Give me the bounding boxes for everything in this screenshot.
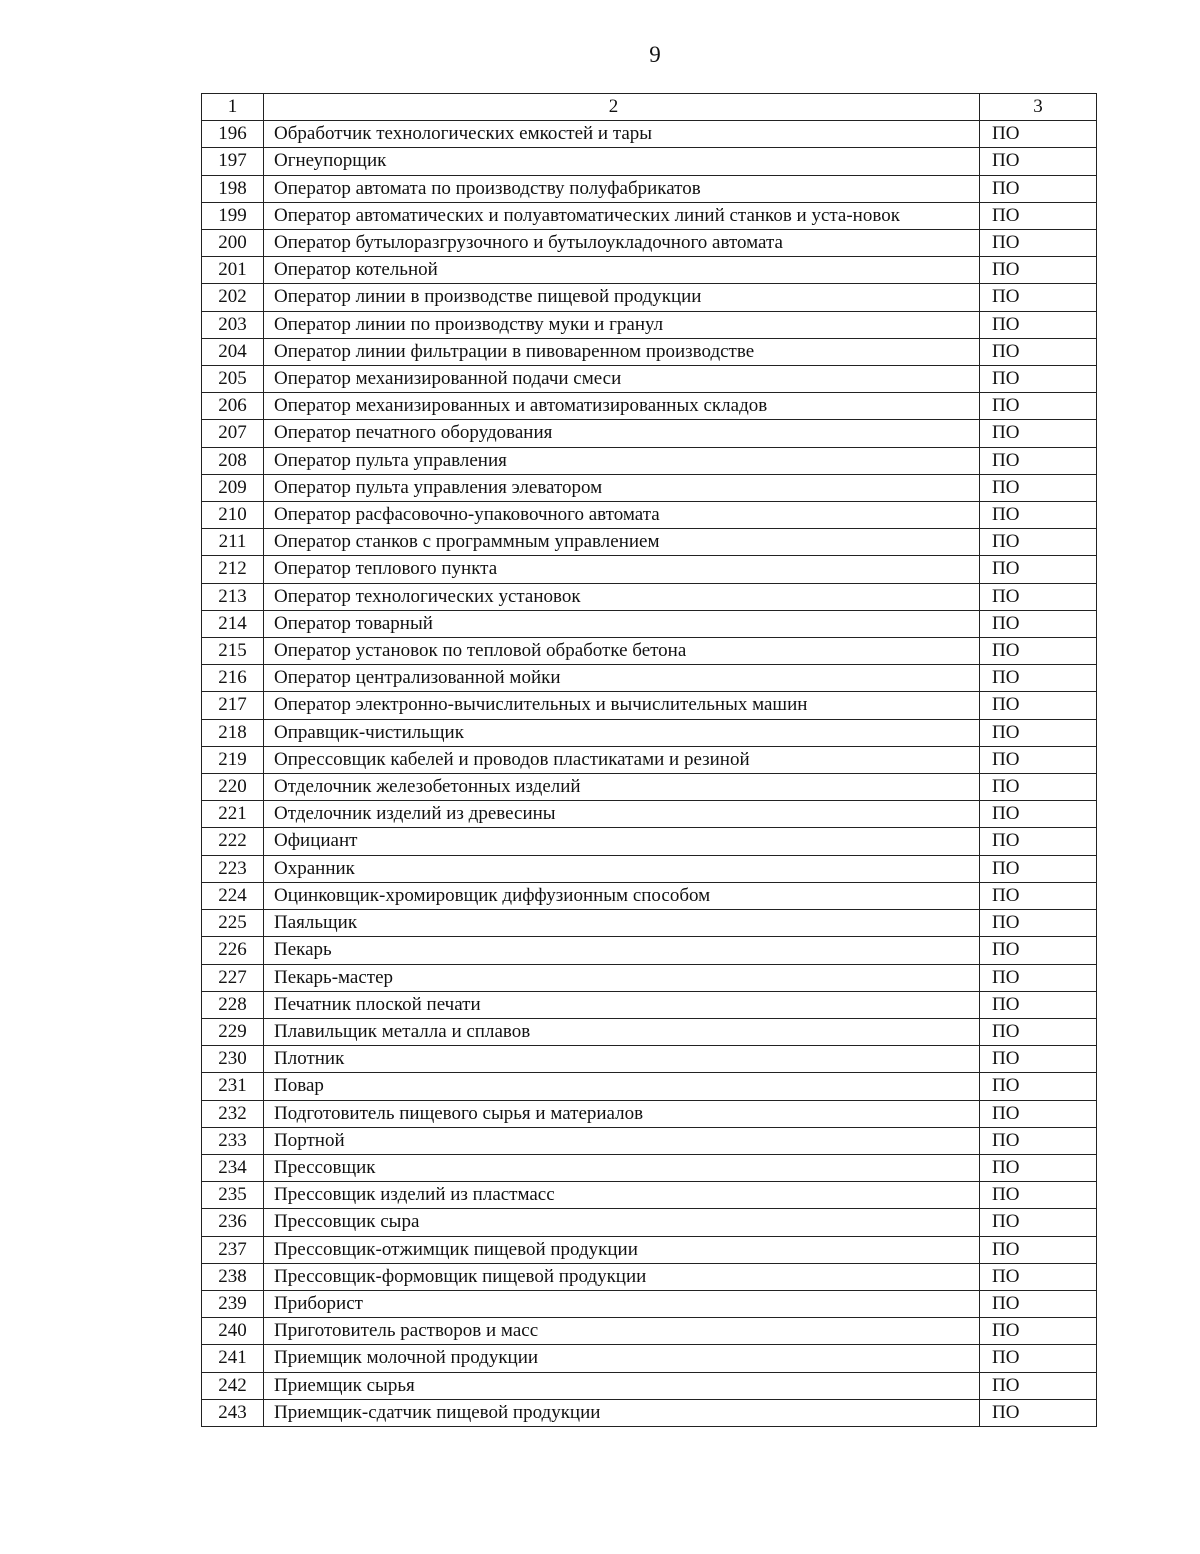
table-row	[202, 1073, 1097, 1100]
education-code: ПО	[980, 1127, 1097, 1154]
row-number: 239	[202, 1290, 264, 1317]
row-number: 215	[202, 638, 264, 665]
table-row	[202, 1154, 1097, 1181]
profession-name: Подготовитель пищевого сырья и материалов	[264, 1100, 980, 1127]
table-row	[202, 746, 1097, 773]
profession-name: Оператор механизированных и автоматизированных складов	[264, 393, 980, 420]
row-number: 232	[202, 1100, 264, 1127]
profession-name: Приборист	[264, 1290, 980, 1317]
profession-name: Портной	[264, 1127, 980, 1154]
table-row	[202, 1182, 1097, 1209]
table-row	[202, 1318, 1097, 1345]
table-row	[202, 1372, 1097, 1399]
table-row	[202, 502, 1097, 529]
profession-name: Приготовитель растворов и масс	[264, 1318, 980, 1345]
profession-name: Прессовщик-отжимщик пищевой продукции	[264, 1236, 980, 1263]
table-row	[202, 1100, 1097, 1127]
row-number: 214	[202, 610, 264, 637]
education-code: ПО	[980, 474, 1097, 501]
row-number: 226	[202, 937, 264, 964]
row-number: 223	[202, 855, 264, 882]
education-code: ПО	[980, 366, 1097, 393]
table-row	[202, 1209, 1097, 1236]
table-row	[202, 284, 1097, 311]
education-code: ПО	[980, 393, 1097, 420]
profession-name: Оператор линии в производстве пищевой продукции	[264, 284, 980, 311]
row-number: 204	[202, 338, 264, 365]
education-code: ПО	[980, 148, 1097, 175]
education-code: ПО	[980, 420, 1097, 447]
header-col-number: 1	[202, 94, 264, 121]
profession-name: Оператор механизированной подачи смеси	[264, 366, 980, 393]
profession-name: Приемщик-сдатчик пищевой продукции	[264, 1399, 980, 1426]
education-code: ПО	[980, 230, 1097, 257]
education-code: ПО	[980, 447, 1097, 474]
table-row	[202, 1399, 1097, 1426]
table-row	[202, 148, 1097, 175]
row-number: 235	[202, 1182, 264, 1209]
profession-name: Официант	[264, 828, 980, 855]
profession-name: Пекарь-мастер	[264, 964, 980, 991]
row-number: 241	[202, 1345, 264, 1372]
profession-name: Оператор теплового пункта	[264, 556, 980, 583]
profession-name: Плавильщик металла и сплавов	[264, 1018, 980, 1045]
education-code: ПО	[980, 801, 1097, 828]
table-row	[202, 1018, 1097, 1045]
table-row	[202, 202, 1097, 229]
row-number: 231	[202, 1073, 264, 1100]
education-code: ПО	[980, 665, 1097, 692]
table-row	[202, 774, 1097, 801]
table-row	[202, 610, 1097, 637]
education-code: ПО	[980, 1046, 1097, 1073]
table-row	[202, 719, 1097, 746]
table-row	[202, 311, 1097, 338]
education-code: ПО	[980, 1345, 1097, 1372]
table-row	[202, 1046, 1097, 1073]
row-number: 238	[202, 1263, 264, 1290]
row-number: 233	[202, 1127, 264, 1154]
table-row	[202, 556, 1097, 583]
profession-name: Оператор технологических установок	[264, 583, 980, 610]
education-code: ПО	[980, 1182, 1097, 1209]
table-row	[202, 393, 1097, 420]
row-number: 203	[202, 311, 264, 338]
profession-name: Прессовщик-формовщик пищевой продукции	[264, 1263, 980, 1290]
profession-name: Оператор электронно-вычислительных и вычислительных машин	[264, 692, 980, 719]
education-code: ПО	[980, 937, 1097, 964]
profession-name: Оператор котельной	[264, 257, 980, 284]
profession-name: Охранник	[264, 855, 980, 882]
table-row	[202, 937, 1097, 964]
table-row	[202, 1263, 1097, 1290]
row-number: 234	[202, 1154, 264, 1181]
table-row	[202, 529, 1097, 556]
row-number: 208	[202, 447, 264, 474]
table-header-row	[202, 94, 1097, 121]
row-number: 198	[202, 175, 264, 202]
table-row	[202, 121, 1097, 148]
profession-name: Оператор станков с программным управлением	[264, 529, 980, 556]
table-row	[202, 175, 1097, 202]
row-number: 221	[202, 801, 264, 828]
row-number: 209	[202, 474, 264, 501]
education-code: ПО	[980, 1018, 1097, 1045]
education-code: ПО	[980, 338, 1097, 365]
education-code: ПО	[980, 502, 1097, 529]
table-row	[202, 230, 1097, 257]
education-code: ПО	[980, 1100, 1097, 1127]
profession-name: Оператор пульта управления	[264, 447, 980, 474]
row-number: 219	[202, 746, 264, 773]
table-row	[202, 665, 1097, 692]
row-number: 200	[202, 230, 264, 257]
education-code: ПО	[980, 257, 1097, 284]
education-code: ПО	[980, 719, 1097, 746]
education-code: ПО	[980, 855, 1097, 882]
profession-name: Оператор товарный	[264, 610, 980, 637]
education-code: ПО	[980, 1073, 1097, 1100]
profession-name: Паяльщик	[264, 910, 980, 937]
row-number: 243	[202, 1399, 264, 1426]
education-code: ПО	[980, 1318, 1097, 1345]
profession-name: Приемщик сырья	[264, 1372, 980, 1399]
profession-name: Плотник	[264, 1046, 980, 1073]
table-row	[202, 638, 1097, 665]
row-number: 199	[202, 202, 264, 229]
table-row	[202, 882, 1097, 909]
row-number: 225	[202, 910, 264, 937]
row-number: 229	[202, 1018, 264, 1045]
row-number: 220	[202, 774, 264, 801]
profession-name: Оправщик-чистильщик	[264, 719, 980, 746]
education-code: ПО	[980, 1154, 1097, 1181]
profession-name: Прессовщик изделий из пластмасс	[264, 1182, 980, 1209]
table-row	[202, 366, 1097, 393]
row-number: 230	[202, 1046, 264, 1073]
profession-name: Прессовщик	[264, 1154, 980, 1181]
row-number: 207	[202, 420, 264, 447]
profession-name: Огнеупорщик	[264, 148, 980, 175]
table-row	[202, 910, 1097, 937]
profession-name: Оператор печатного оборудования	[264, 420, 980, 447]
table-row	[202, 991, 1097, 1018]
row-number: 213	[202, 583, 264, 610]
profession-name: Приемщик молочной продукции	[264, 1345, 980, 1372]
profession-name: Отделочник изделий из древесины	[264, 801, 980, 828]
row-number: 212	[202, 556, 264, 583]
row-number: 197	[202, 148, 264, 175]
row-number: 227	[202, 964, 264, 991]
row-number: 242	[202, 1372, 264, 1399]
table-row	[202, 583, 1097, 610]
professions-table	[201, 93, 1097, 1427]
row-number: 236	[202, 1209, 264, 1236]
education-code: ПО	[980, 692, 1097, 719]
row-number: 218	[202, 719, 264, 746]
education-code: ПО	[980, 175, 1097, 202]
education-code: ПО	[980, 882, 1097, 909]
profession-name: Оператор бутылоразгрузочного и бутылоукладочного автомата	[264, 230, 980, 257]
profession-name: Опрессовщик кабелей и проводов пластикатами и резиной	[264, 746, 980, 773]
education-code: ПО	[980, 1372, 1097, 1399]
page-number: 9	[649, 42, 661, 67]
education-code: ПО	[980, 1236, 1097, 1263]
education-code: ПО	[980, 311, 1097, 338]
row-number: 210	[202, 502, 264, 529]
education-code: ПО	[980, 529, 1097, 556]
profession-name: Пекарь	[264, 937, 980, 964]
profession-name: Оператор установок по тепловой обработке бетона	[264, 638, 980, 665]
table-row	[202, 1345, 1097, 1372]
table-row	[202, 257, 1097, 284]
table-row	[202, 692, 1097, 719]
table-row	[202, 801, 1097, 828]
education-code: ПО	[980, 964, 1097, 991]
profession-name: Прессовщик сыра	[264, 1209, 980, 1236]
table-row	[202, 1290, 1097, 1317]
profession-name: Обработчик технологических емкостей и тары	[264, 121, 980, 148]
table-row	[202, 1127, 1097, 1154]
education-code: ПО	[980, 556, 1097, 583]
profession-name: Оператор расфасовочно-упаковочного автомата	[264, 502, 980, 529]
profession-name: Оператор линии фильтрации в пивоваренном производстве	[264, 338, 980, 365]
education-code: ПО	[980, 991, 1097, 1018]
education-code: ПО	[980, 610, 1097, 637]
table-row	[202, 338, 1097, 365]
row-number: 240	[202, 1318, 264, 1345]
education-code: ПО	[980, 121, 1097, 148]
table-row	[202, 1236, 1097, 1263]
education-code: ПО	[980, 774, 1097, 801]
education-code: ПО	[980, 1209, 1097, 1236]
row-number: 217	[202, 692, 264, 719]
row-number: 196	[202, 121, 264, 148]
profession-name: Оператор пульта управления элеватором	[264, 474, 980, 501]
profession-name: Отделочник железобетонных изделий	[264, 774, 980, 801]
profession-name: Оцинковщик-хромировщик диффузионным способом	[264, 882, 980, 909]
education-code: ПО	[980, 746, 1097, 773]
table-row	[202, 964, 1097, 991]
education-code: ПО	[980, 1290, 1097, 1317]
profession-name: Повар	[264, 1073, 980, 1100]
education-code: ПО	[980, 202, 1097, 229]
table-row	[202, 420, 1097, 447]
row-number: 205	[202, 366, 264, 393]
row-number: 201	[202, 257, 264, 284]
table-row	[202, 828, 1097, 855]
education-code: ПО	[980, 1399, 1097, 1426]
profession-name: Оператор централизованной мойки	[264, 665, 980, 692]
row-number: 222	[202, 828, 264, 855]
table-row	[202, 474, 1097, 501]
table-row	[202, 855, 1097, 882]
education-code: ПО	[980, 910, 1097, 937]
row-number: 206	[202, 393, 264, 420]
education-code: ПО	[980, 638, 1097, 665]
row-number: 202	[202, 284, 264, 311]
table-row	[202, 447, 1097, 474]
row-number: 216	[202, 665, 264, 692]
profession-name: Печатник плоской печати	[264, 991, 980, 1018]
education-code: ПО	[980, 284, 1097, 311]
row-number: 228	[202, 991, 264, 1018]
row-number: 224	[202, 882, 264, 909]
row-number: 237	[202, 1236, 264, 1263]
table-body	[202, 94, 1097, 1427]
profession-name: Оператор автоматических и полуавтоматических линий станков и уста-новок	[264, 202, 980, 229]
profession-name: Оператор автомата по производству полуфабрикатов	[264, 175, 980, 202]
education-code: ПО	[980, 828, 1097, 855]
header-col-name: 2	[264, 94, 980, 121]
education-code: ПО	[980, 1263, 1097, 1290]
education-code: ПО	[980, 583, 1097, 610]
profession-name: Оператор линии по производству муки и гранул	[264, 311, 980, 338]
header-col-code: 3	[980, 94, 1097, 121]
row-number: 211	[202, 529, 264, 556]
